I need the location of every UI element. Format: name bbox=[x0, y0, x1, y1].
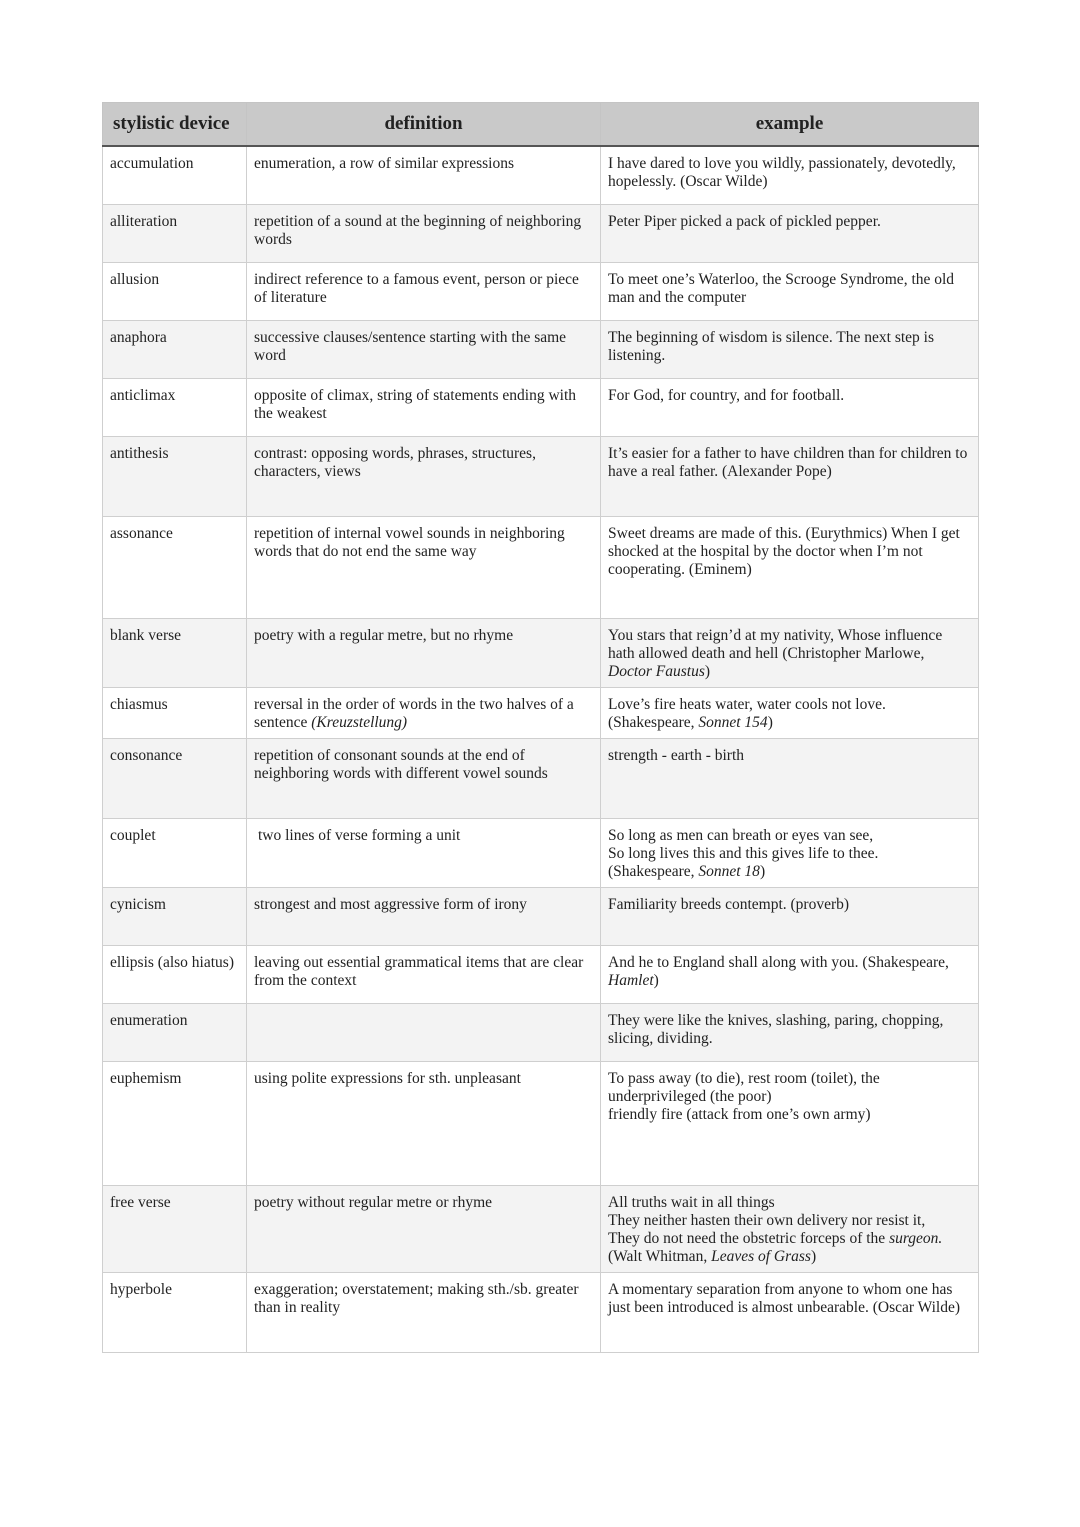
device-cell: couplet bbox=[103, 818, 247, 887]
table-row bbox=[103, 320, 979, 378]
device-cell: antithesis bbox=[103, 436, 247, 516]
example-text-end: ) bbox=[767, 713, 773, 731]
device-cell: chiasmus bbox=[103, 687, 247, 738]
device-cell: anticlimax bbox=[103, 378, 247, 436]
table-row bbox=[103, 887, 979, 945]
definition-cell: using polite expressions for sth. unpleasant bbox=[247, 1061, 601, 1185]
example-title: Hamlet bbox=[608, 971, 654, 989]
example-text-end: ) bbox=[704, 662, 711, 680]
definition-cell: repetition of a sound at the beginning of neighboring words bbox=[247, 204, 601, 262]
device-cell: enumeration bbox=[103, 1003, 247, 1061]
example-title: Sonnet 18 bbox=[698, 862, 760, 880]
example-cell: They were like the knives, slashing, paring, chopping, slicing, dividing. bbox=[601, 1003, 979, 1061]
table-row bbox=[103, 1272, 979, 1352]
table-row bbox=[103, 818, 979, 887]
table-header-row bbox=[103, 103, 979, 147]
example-cell bbox=[601, 1185, 979, 1272]
device-cell: blank verse bbox=[103, 618, 247, 687]
example-text: So long as men can breath or eyes van see, So long lives this and this gives life to thee. (Shakespeare, bbox=[608, 826, 879, 880]
example-cell bbox=[601, 618, 979, 687]
definition-cell: enumeration, a row of similar expressions bbox=[247, 146, 601, 204]
device-cell: free verse bbox=[103, 1185, 247, 1272]
definition-cell bbox=[247, 687, 601, 738]
device-cell: alliteration bbox=[103, 204, 247, 262]
example-cell: For God, for country, and for football. bbox=[601, 378, 979, 436]
example-emphasis: surgeon. bbox=[889, 1229, 943, 1247]
table-row bbox=[103, 146, 979, 204]
definition-cell: strongest and most aggressive form of irony bbox=[247, 887, 601, 945]
table-row bbox=[103, 945, 979, 1003]
table-row bbox=[103, 738, 979, 818]
table-row bbox=[103, 1185, 979, 1272]
table-row bbox=[103, 687, 979, 738]
table-row bbox=[103, 436, 979, 516]
definition-cell: contrast: opposing words, phrases, structures, characters, views bbox=[247, 436, 601, 516]
example-title: Sonnet 154 bbox=[698, 713, 768, 731]
table-row bbox=[103, 1003, 979, 1061]
device-cell: cynicism bbox=[103, 887, 247, 945]
table-row bbox=[103, 204, 979, 262]
definition-cell: exaggeration; overstatement; making sth./sb. greater than in reality bbox=[247, 1272, 601, 1352]
table-row bbox=[103, 378, 979, 436]
example-cell: Peter Piper picked a pack of pickled pepper. bbox=[601, 204, 979, 262]
definition-cell: opposite of climax, string of statements ending with the weakest bbox=[247, 378, 601, 436]
example-title: Leaves of Grass bbox=[711, 1247, 811, 1265]
table-row bbox=[103, 516, 979, 618]
example-text-end: ) bbox=[759, 862, 766, 880]
example-text-mid: (Walt Whitman, bbox=[608, 1247, 708, 1265]
example-text: You stars that reign’d at my nativity, Whose influence hath allowed death and hell (Christopher Marlowe, bbox=[608, 626, 943, 662]
example-cell: To meet one’s Waterloo, the Scrooge Syndrome, the old man and the computer bbox=[601, 262, 979, 320]
header-definition: definition bbox=[247, 103, 601, 147]
definition-cell: leaving out essential grammatical items that are clear from the context bbox=[247, 945, 601, 1003]
definition-cell: two lines of verse forming a unit bbox=[247, 818, 601, 887]
example-cell: I have dared to love you wildly, passionately, devotedly, hopelessly. (Oscar Wilde) bbox=[601, 146, 979, 204]
table-row bbox=[103, 1061, 979, 1185]
example-cell: The beginning of wisdom is silence. The next step is listening. bbox=[601, 320, 979, 378]
definition-cell: indirect reference to a famous event, person or piece of literature bbox=[247, 262, 601, 320]
example-cell: It’s easier for a father to have children than for children to have a real father. (Alexander Pope) bbox=[601, 436, 979, 516]
definition-cell: poetry without regular metre or rhyme bbox=[247, 1185, 601, 1272]
example-cell: Sweet dreams are made of this. (Eurythmics) When I get shocked at the hospital by the doctor when I’m not cooperating. (Eminem) bbox=[601, 516, 979, 618]
definition-cell: successive clauses/sentence starting with the same word bbox=[247, 320, 601, 378]
example-cell bbox=[601, 687, 979, 738]
example-text-end: ) bbox=[653, 971, 659, 989]
example-cell: A momentary separation from anyone to whom one has just been introduced is almost unbearable. (Oscar Wilde) bbox=[601, 1272, 979, 1352]
header-example: example bbox=[601, 103, 979, 147]
definition-cell: repetition of internal vowel sounds in neighboring words that do not end the same way bbox=[247, 516, 601, 618]
table-row bbox=[103, 618, 979, 687]
definition-cell: repetition of consonant sounds at the end of neighboring words with different vowel sounds bbox=[247, 738, 601, 818]
device-cell: ellipsis (also hiatus) bbox=[103, 945, 247, 1003]
header-stylistic-device: stylistic device bbox=[103, 103, 247, 147]
device-cell: anaphora bbox=[103, 320, 247, 378]
device-cell: euphemism bbox=[103, 1061, 247, 1185]
device-cell: assonance bbox=[103, 516, 247, 618]
example-cell: strength - earth - birth bbox=[601, 738, 979, 818]
example-text: All truths wait in all things They neither hasten their own delivery nor resist it, They do not need the obstetric forceps of the bbox=[608, 1193, 926, 1247]
example-cell: Familiarity breeds contempt. (proverb) bbox=[601, 887, 979, 945]
definition-cell: poetry with a regular metre, but no rhyme bbox=[247, 618, 601, 687]
example-text-end: ) bbox=[810, 1247, 817, 1265]
device-cell: consonance bbox=[103, 738, 247, 818]
table-row bbox=[103, 262, 979, 320]
example-text: Love’s fire heats water, water cools not love. (Shakespeare, bbox=[608, 695, 886, 731]
document-page bbox=[102, 102, 978, 1353]
definition-cell bbox=[247, 1003, 601, 1061]
definition-german-term: (Kreuzstellung) bbox=[311, 713, 408, 731]
example-title: Doctor Faustus bbox=[608, 662, 705, 680]
device-cell: hyperbole bbox=[103, 1272, 247, 1352]
device-cell: allusion bbox=[103, 262, 247, 320]
example-text: And he to England shall along with you. (Shakespeare, bbox=[608, 953, 949, 971]
example-cell bbox=[601, 945, 979, 1003]
stylistic-devices-table bbox=[102, 102, 979, 1353]
definition-text: reversal in the order of words in the two halves of a sentence bbox=[254, 695, 574, 731]
example-cell bbox=[601, 818, 979, 887]
device-cell: accumulation bbox=[103, 146, 247, 204]
example-cell: To pass away (to die), rest room (toilet), the underprivileged (the poor) friendly fire (attack from one’s own army) bbox=[601, 1061, 979, 1185]
